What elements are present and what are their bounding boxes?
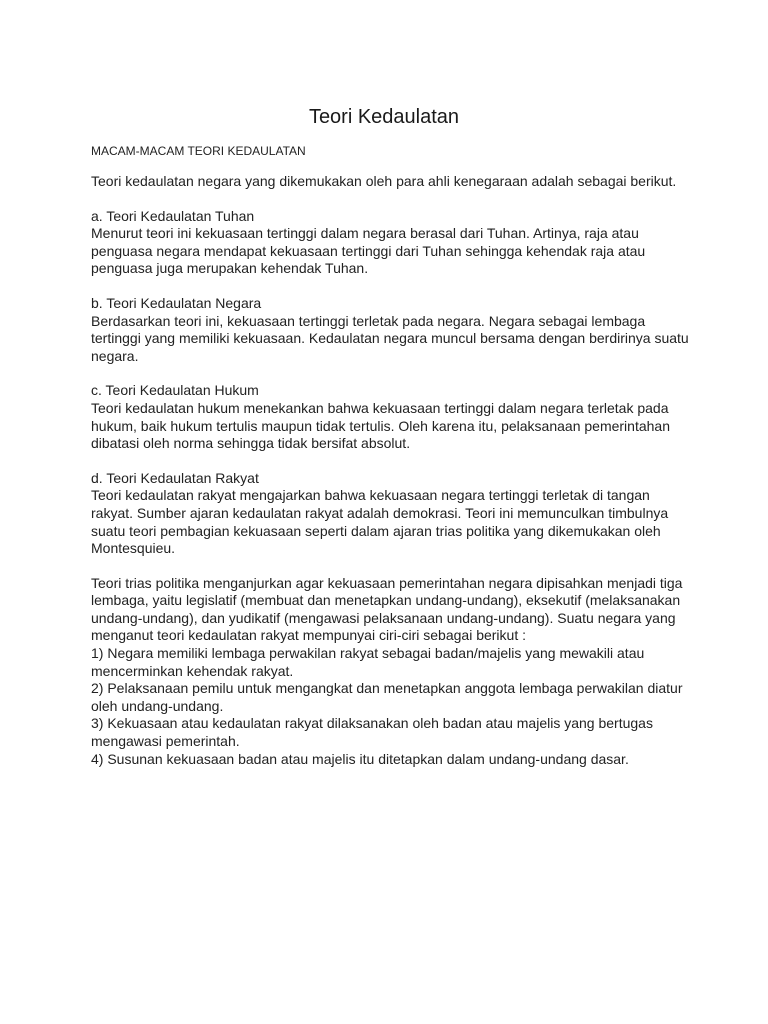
document-subtitle: MACAM-MACAM TEORI KEDAULATAN	[91, 144, 306, 158]
trias-politika-block	[91, 575, 691, 769]
section-heading: b. Teori Kedaulatan Negara	[91, 294, 262, 311]
list-item: 1) Negara memiliki lembaga perwakilan rakyat sebagai badan/majelis yang mewakili atau mencerminkan kehendak rakyat.	[91, 645, 645, 679]
trias-paragraph: Teori trias politika menganjurkan agar kekuasaan pemerintahan negara dipisahkan menjadi tiga lembaga, yaitu legislatif (membuat dan menetapkan undang-undang), eksekutif (melaksanakan undang-undang), dan yudikatif (mengawasi pelaksanaan undang-undang). Suatu negara yang menganut teori kedaulatan rakyat mempunyai ciri-ciri sebagai berikut :	[91, 574, 683, 644]
section-body: Teori kedaulatan rakyat mengajarkan bahwa kekuasaan negara tertinggi terletak di tangan rakyat. Sumber ajaran kedaulatan rakyat adalah demokrasi. Teori ini memunculkan timbulnya suatu teori pembagian kekuasaan seperti dalam ajaran trias politika yang dikemukakan oleh Montesquieu.	[91, 487, 669, 557]
list-item: 4) Susunan kekuasaan badan atau majelis itu ditetapkan dalam undang-undang dasar.	[91, 750, 629, 767]
section-hukum	[91, 382, 691, 452]
list-item: 3) Kekuasaan atau kedaulatan rakyat dilaksanakan oleh badan atau majelis yang bertugas mengawasi pemerintah.	[91, 715, 653, 750]
section-heading: d. Teori Kedaulatan Rakyat	[91, 469, 259, 486]
document-body	[91, 143, 691, 768]
section-heading: c. Teori Kedaulatan Hukum	[91, 382, 259, 399]
section-body: Teori kedaulatan hukum menekankan bahwa kekuasaan tertinggi dalam negara terletak pada hukum, baik hukum tertulis maupun tidak tertulis. Oleh karena itu, pelaksanaan pemerintahan dibatasi oleh norma sehingga tidak bersifat absolut.	[91, 399, 670, 452]
section-body: Berdasarkan teori ini, kekuasaan tertinggi terletak pada negara. Negara sebagai lembaga tertinggi yang memiliki kekuasaan. Kedaulatan negara muncul bersama dengan berdirinya suatu negara.	[91, 312, 689, 364]
section-heading: a. Teori Kedaulatan Tuhan	[91, 207, 255, 224]
section-rakyat	[91, 470, 691, 558]
section-negara	[91, 295, 691, 365]
intro-paragraph: Teori kedaulatan negara yang dikemukakan oleh para ahli kenegaraan adalah sebagai berikut.	[91, 173, 677, 189]
section-body: Menurut teori ini kekuasaan tertinggi dalam negara berasal dari Tuhan. Artinya, raja atau penguasa negara mendapat kekuasaan tertinggi dari Tuhan sehingga kehendak raja atau penguasa juga merupakan kehendak Tuhan.	[91, 225, 646, 277]
section-tuhan	[91, 208, 691, 278]
characteristics-list	[91, 645, 691, 768]
page-title: Teori Kedaulatan	[308, 106, 460, 128]
list-item: 2) Pelaksanaan pemilu untuk mengangkat dan menetapkan anggota lembaga perwakilan diatur oleh undang-undang.	[91, 680, 683, 714]
